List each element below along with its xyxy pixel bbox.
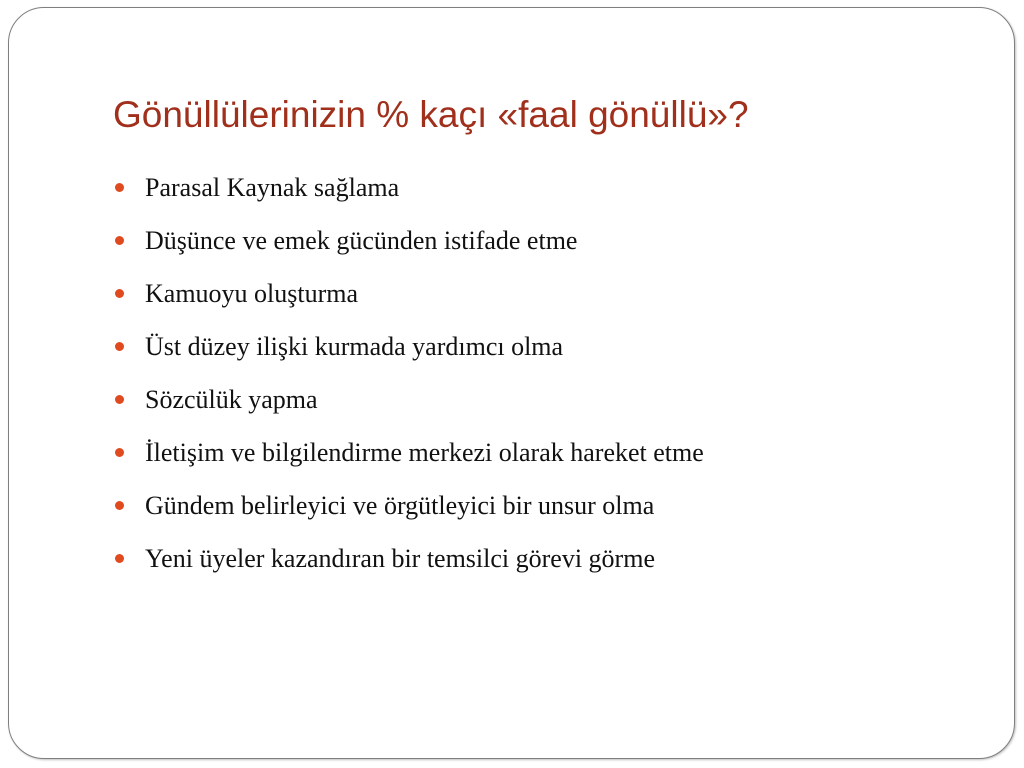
list-item <box>112 542 704 595</box>
bullet-text: Gündem belirleyici ve örgütleyici bir unsur olma <box>145 491 655 520</box>
list-item <box>112 489 704 542</box>
bullet-text: İletişim ve bilgilendirme merkezi olarak hareket etme <box>145 438 704 467</box>
bullet-list <box>112 171 704 595</box>
list-item <box>112 277 704 330</box>
bullet-icon <box>115 448 124 457</box>
list-item <box>112 330 704 383</box>
bullet-icon <box>115 342 124 351</box>
bullet-text: Üst düzey ilişki kurmada yardımcı olma <box>145 332 564 361</box>
bullet-icon <box>115 395 124 404</box>
bullet-icon <box>115 554 124 563</box>
bullet-text: Yeni üyeler kazandıran bir temsilci görevi görme <box>145 544 655 573</box>
bullet-icon <box>115 183 124 192</box>
bullet-icon <box>115 236 124 245</box>
bullet-text: Düşünce ve emek gücünden istifade etme <box>145 226 578 255</box>
list-item <box>112 383 704 436</box>
bullet-icon <box>115 289 124 298</box>
list-item <box>112 171 704 224</box>
bullet-icon <box>115 501 124 510</box>
bullet-text: Kamuoyu oluşturma <box>145 279 359 308</box>
bullet-text: Parasal Kaynak sağlama <box>145 173 400 202</box>
list-item <box>112 224 704 277</box>
bullet-text: Sözcülük yapma <box>145 385 318 414</box>
list-item <box>112 436 704 489</box>
slide-title: Gönüllülerinizin % kaçı «faal gönüllü»? <box>113 94 749 135</box>
